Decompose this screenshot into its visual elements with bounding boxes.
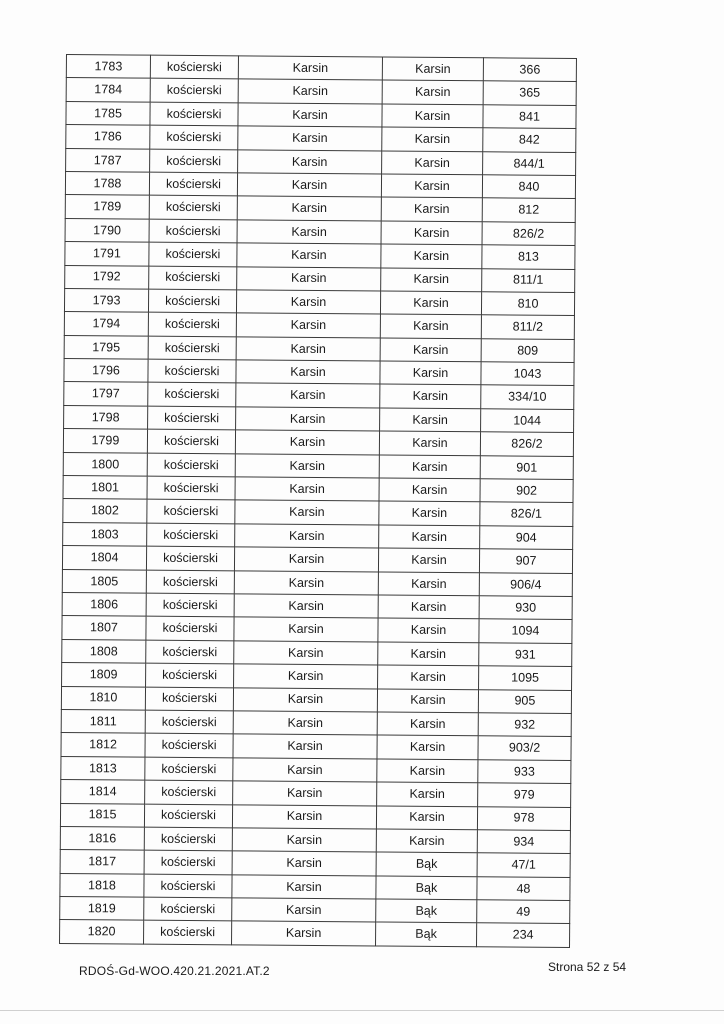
parcel-number-cell: 1095 (479, 666, 572, 690)
county-cell: kościerski (144, 874, 232, 898)
county-cell: kościerski (148, 406, 236, 430)
parcel-number-cell: 930 (479, 596, 572, 620)
parcel-number-cell: 811/2 (481, 315, 574, 339)
precinct-cell: Karsin (380, 338, 481, 362)
parcel-number-cell: 905 (478, 689, 571, 713)
precinct-cell: Karsin (377, 735, 478, 759)
parcel-number-cell: 234 (477, 923, 570, 947)
commune-cell: Karsin (237, 196, 381, 221)
precinct-cell: Karsin (380, 361, 481, 385)
row-number-cell: 1809 (62, 663, 146, 687)
row-number-cell: 1815 (60, 803, 144, 827)
county-cell: kościerski (144, 850, 232, 874)
parcel-number-cell: 826/2 (482, 222, 575, 246)
row-number-cell: 1812 (61, 733, 145, 757)
precinct-cell: Bąk (376, 876, 477, 900)
row-number-cell: 1820 (60, 920, 144, 944)
commune-cell: Karsin (233, 758, 377, 783)
county-cell: kościerski (150, 102, 238, 126)
parcel-number-cell: 841 (483, 105, 576, 129)
precinct-cell: Karsin (379, 501, 480, 525)
commune-cell: Karsin (236, 407, 380, 432)
county-cell: kościerski (145, 687, 233, 711)
precinct-cell: Karsin (377, 712, 478, 736)
precinct-cell: Karsin (381, 244, 482, 268)
commune-cell: Karsin (235, 500, 379, 525)
precinct-cell: Karsin (382, 104, 483, 128)
parcel-number-cell: 934 (477, 830, 570, 854)
county-cell: kościerski (149, 172, 237, 196)
precinct-cell: Karsin (378, 572, 479, 596)
precinct-cell: Bąk (376, 922, 477, 946)
row-number-cell: 1786 (66, 125, 150, 149)
precinct-cell: Karsin (378, 618, 479, 642)
county-cell: kościerski (148, 336, 236, 360)
row-number-cell: 1816 (60, 826, 144, 850)
commune-cell: Karsin (233, 781, 377, 806)
parcel-number-cell: 842 (483, 128, 576, 152)
county-cell: kościerski (144, 897, 232, 921)
precinct-cell: Karsin (380, 314, 481, 338)
parcel-number-cell: 826/1 (480, 502, 573, 526)
row-number-cell: 1808 (62, 639, 146, 663)
precinct-cell: Karsin (382, 80, 483, 104)
county-cell: kościerski (149, 242, 237, 266)
county-cell: kościerski (147, 429, 235, 453)
parcel-table (59, 54, 577, 948)
commune-cell: Karsin (236, 383, 380, 408)
row-number-cell: 1802 (63, 499, 147, 523)
row-number-cell: 1787 (66, 148, 150, 172)
parcel-number-cell: 979 (478, 783, 571, 807)
commune-cell: Karsin (232, 828, 376, 853)
precinct-cell: Karsin (378, 642, 479, 666)
precinct-cell: Karsin (378, 595, 479, 619)
county-cell: kościerski (145, 710, 233, 734)
parcel-number-cell: 907 (479, 549, 572, 573)
county-cell: kościerski (145, 780, 233, 804)
row-number-cell: 1813 (61, 756, 145, 780)
commune-cell: Karsin (232, 875, 376, 900)
parcel-number-cell: 811/1 (482, 268, 575, 292)
parcel-number-cell: 903/2 (478, 736, 571, 760)
parcel-number-cell: 840 (482, 175, 575, 199)
county-cell: kościerski (145, 757, 233, 781)
parcel-number-cell: 365 (483, 81, 576, 105)
parcel-number-cell: 47/1 (477, 853, 570, 877)
commune-cell: Karsin (238, 56, 382, 81)
commune-cell: Karsin (232, 921, 376, 946)
commune-cell: Karsin (234, 641, 378, 666)
commune-cell: Karsin (238, 103, 382, 128)
parcel-number-cell: 334/10 (481, 385, 574, 409)
county-cell: kościerski (147, 476, 235, 500)
county-cell: kościerski (150, 125, 238, 149)
parcel-number-cell: 826/2 (480, 432, 573, 456)
county-cell: kościerski (149, 196, 237, 220)
commune-cell: Karsin (233, 687, 377, 712)
commune-cell: Karsin (237, 266, 381, 291)
precinct-cell: Karsin (377, 759, 478, 783)
commune-cell: Karsin (236, 337, 380, 362)
parcel-number-cell: 1044 (481, 409, 574, 433)
commune-cell: Karsin (236, 290, 380, 315)
table-row (60, 920, 570, 947)
row-number-cell: 1819 (60, 897, 144, 921)
parcel-number-cell: 931 (479, 643, 572, 667)
parcel-number-cell: 809 (481, 338, 574, 362)
commune-cell: Karsin (237, 220, 381, 245)
precinct-cell: Karsin (380, 384, 481, 408)
row-number-cell: 1817 (60, 850, 144, 874)
precinct-cell: Karsin (378, 665, 479, 689)
parcel-number-cell: 812 (482, 198, 575, 222)
county-cell: kościerski (148, 383, 236, 407)
parcel-number-cell: 906/4 (479, 572, 572, 596)
parcel-number-cell: 366 (483, 58, 576, 82)
row-number-cell: 1803 (63, 522, 147, 546)
precinct-cell: Karsin (382, 127, 483, 151)
row-number-cell: 1799 (63, 429, 147, 453)
commune-cell: Karsin (232, 804, 376, 829)
precinct-cell: Bąk (376, 852, 477, 876)
county-cell: kościerski (147, 523, 235, 547)
row-number-cell: 1785 (66, 101, 150, 125)
commune-cell: Karsin (234, 570, 378, 595)
row-number-cell: 1790 (65, 218, 149, 242)
row-number-cell: 1795 (64, 335, 148, 359)
row-number-cell: 1792 (65, 265, 149, 289)
commune-cell: Karsin (233, 711, 377, 736)
row-number-cell: 1814 (61, 780, 145, 804)
county-cell: kościerski (146, 640, 234, 664)
parcel-number-cell: 1094 (479, 619, 572, 643)
commune-cell: Karsin (238, 126, 382, 151)
row-number-cell: 1800 (63, 452, 147, 476)
county-cell: kościerski (144, 827, 232, 851)
row-number-cell: 1807 (62, 616, 146, 640)
parcel-number-cell: 49 (477, 900, 570, 924)
parcel-number-cell: 932 (478, 713, 571, 737)
parcel-number-cell: 844/1 (483, 151, 576, 175)
precinct-cell: Karsin (376, 829, 477, 853)
row-number-cell: 1805 (62, 569, 146, 593)
commune-cell: Karsin (235, 524, 379, 549)
parcel-number-cell: 48 (477, 876, 570, 900)
row-number-cell: 1810 (61, 686, 145, 710)
row-number-cell: 1783 (66, 55, 150, 79)
row-number-cell: 1801 (63, 476, 147, 500)
precinct-cell: Karsin (380, 408, 481, 432)
county-cell: kościerski (147, 453, 235, 477)
parcel-table-body (60, 55, 577, 948)
commune-cell: Karsin (235, 477, 379, 502)
county-cell: kościerski (146, 617, 234, 641)
parcel-number-cell: 901 (480, 455, 573, 479)
precinct-cell: Karsin (379, 478, 480, 502)
row-number-cell: 1804 (62, 546, 146, 570)
county-cell: kościerski (146, 570, 234, 594)
county-cell: kościerski (148, 359, 236, 383)
commune-cell: Karsin (237, 243, 381, 268)
row-number-cell: 1784 (66, 78, 150, 102)
parcel-number-cell: 1043 (481, 362, 574, 386)
county-cell: kościerski (146, 663, 234, 687)
row-number-cell: 1797 (64, 382, 148, 406)
county-cell: kościerski (145, 733, 233, 757)
commune-cell: Karsin (234, 547, 378, 572)
county-cell: kościerski (150, 55, 238, 79)
row-number-cell: 1789 (65, 195, 149, 219)
county-cell: kościerski (144, 804, 232, 828)
commune-cell: Karsin (234, 617, 378, 642)
commune-cell: Karsin (236, 360, 380, 385)
county-cell: kościerski (146, 593, 234, 617)
parcel-number-cell: 810 (481, 292, 574, 316)
precinct-cell: Karsin (382, 57, 483, 81)
county-cell: kościerski (149, 266, 237, 290)
county-cell: kościerski (148, 289, 236, 313)
page-number: Strona 52 z 54 (548, 960, 627, 974)
precinct-cell: Karsin (379, 525, 480, 549)
precinct-cell: Karsin (379, 431, 480, 455)
row-number-cell: 1793 (64, 288, 148, 312)
precinct-cell: Karsin (378, 548, 479, 572)
county-cell: kościerski (150, 79, 238, 103)
precinct-cell: Karsin (376, 805, 477, 829)
precinct-cell: Karsin (380, 291, 481, 315)
precinct-cell: Karsin (381, 221, 482, 245)
parcel-table-wrapper (59, 54, 576, 948)
commune-cell: Karsin (236, 313, 380, 338)
precinct-cell: Karsin (381, 267, 482, 291)
parcel-number-cell: 978 (477, 806, 570, 830)
row-number-cell: 1798 (64, 405, 148, 429)
precinct-cell: Karsin (381, 197, 482, 221)
precinct-cell: Karsin (382, 151, 483, 175)
parcel-number-cell: 902 (480, 479, 573, 503)
parcel-number-cell: 813 (482, 245, 575, 269)
row-number-cell: 1794 (64, 312, 148, 336)
page-edge-line (0, 1010, 724, 1011)
row-number-cell: 1806 (62, 592, 146, 616)
county-cell: kościerski (146, 546, 234, 570)
precinct-cell: Karsin (377, 782, 478, 806)
precinct-cell: Karsin (381, 174, 482, 198)
parcel-number-cell: 933 (478, 759, 571, 783)
county-cell: kościerski (147, 500, 235, 524)
commune-cell: Karsin (232, 851, 376, 876)
precinct-cell: Karsin (379, 455, 480, 479)
precinct-cell: Bąk (376, 899, 477, 923)
commune-cell: Karsin (235, 430, 379, 455)
row-number-cell: 1796 (64, 359, 148, 383)
county-cell: kościerski (148, 312, 236, 336)
row-number-cell: 1811 (61, 709, 145, 733)
county-cell: kościerski (144, 921, 232, 945)
commune-cell: Karsin (232, 898, 376, 923)
precinct-cell: Karsin (377, 689, 478, 713)
row-number-cell: 1791 (65, 242, 149, 266)
commune-cell: Karsin (234, 664, 378, 689)
commune-cell: Karsin (235, 453, 379, 478)
parcel-number-cell: 904 (480, 526, 573, 550)
row-number-cell: 1818 (60, 873, 144, 897)
commune-cell: Karsin (233, 734, 377, 759)
commune-cell: Karsin (234, 594, 378, 619)
commune-cell: Karsin (238, 79, 382, 104)
document-reference: RDOŚ-Gd-WOO.420.21.2021.AT.2 (79, 964, 270, 978)
commune-cell: Karsin (237, 173, 381, 198)
county-cell: kościerski (150, 149, 238, 173)
county-cell: kościerski (149, 219, 237, 243)
row-number-cell: 1788 (65, 171, 149, 195)
commune-cell: Karsin (238, 149, 382, 174)
